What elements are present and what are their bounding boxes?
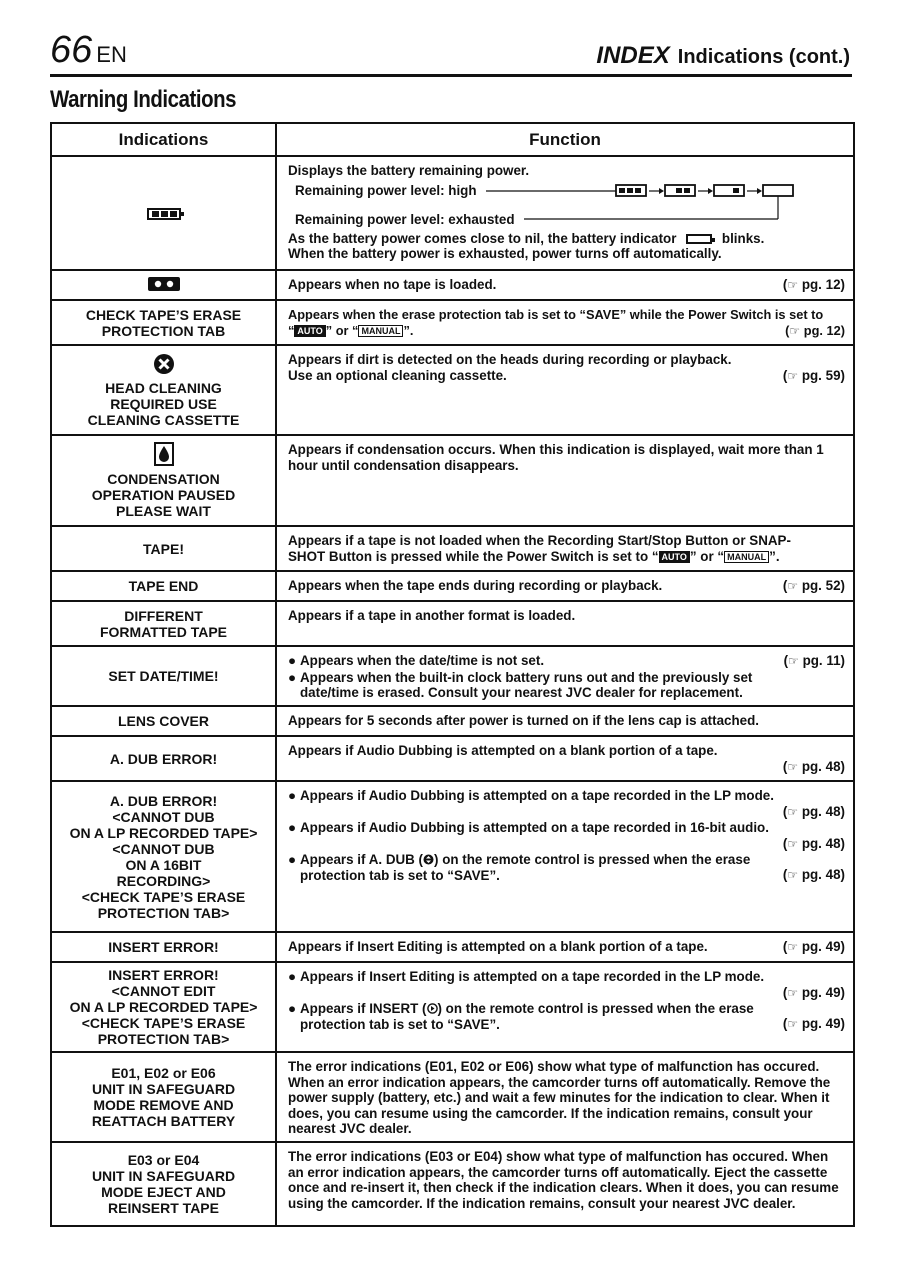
col-indications: Indications: [51, 123, 276, 156]
table-row: DIFFERENT FORMATTED TAPE Appears if a tape in another format is loaded.: [51, 601, 854, 646]
adub-button-icon: [423, 854, 434, 865]
battery-empty-icon: [686, 234, 712, 244]
table-row: INSERT ERROR! <CANNOT EDIT ON A LP RECORDED TAPE> <CHECK TAPE’S ERASE PROTECTION TAB> ● Appears if Insert Editing is attempted on a tape recorded in the LP mode. (☞ pg. 49) ● (☞ pg. 49) Appears if INSERT ( ) on the remote control is pressed when the erase protection tab is set to “SAVE”.: [51, 962, 854, 1052]
header-title: INDEX Indications (cont.): [596, 42, 850, 69]
table-row: LENS COVER Appears for 5 seconds after power is turned on if the lens cap is attached.: [51, 706, 854, 736]
table-row: E03 or E04 UNIT IN SAFEGUARD MODE EJECT AND REINSERT TAPE The error indications (E03 or E04) show what type of malfunction has occured. When an error indication appears, the camcorder turns off automatically. Eject the cassette once and re-insert it, then check if the indication clears. When it does, you can resume using the camcorder. If the indication remains, consult your nearest JVC dealer.: [51, 1142, 854, 1226]
table-row: A. DUB ERROR! <CANNOT DUB ON A LP RECORDED TAPE> <CANNOT DUB ON A 16BIT RECORDING> <CHECK TAPE’S ERASE PROTECTION TAB> ● Appears if Audio Dubbing is attempted on a tape recorded in the LP mode. (☞ pg. 48) ● Appears if Audio Dubbing is attempted on a tape recorded in 16-bit audio. (☞ pg. 48) ● (☞ pg. 48) Appears if A. DUB ( ) on the remote control is pressed when the erase protection tab is set to “SAVE”.: [51, 781, 854, 932]
water-drop-icon: [154, 442, 174, 466]
table-row: TAPE! Appears if a tape is not loaded when the Recording Start/Stop Button or SNAP- SHOT Button is pressed while the Power Switch is set to “ AUTO ” or “ MANUAL ”.: [51, 526, 854, 571]
table-row: (☞ pg. 12) Appears when no tape is loaded.: [51, 270, 854, 300]
table-row: Displays the battery remaining power. Remaining power level: high Remaining power level: exhausted As the battery power comes close to nil, the battery indicator blinks. When the battery power is exhausted, power turns off automatically.: [51, 156, 854, 270]
table-row: CONDENSATION OPERATION PAUSED PLEASE WAIT Appears if condensation occurs. When this indication is displayed, wait more than 1 hour until condensation disappears.: [51, 435, 854, 526]
header-rule: [50, 74, 852, 77]
battery-level-diagram: [484, 179, 864, 231]
col-function: Function: [276, 123, 854, 156]
table-row: E01, E02 or E06 UNIT IN SAFEGUARD MODE REMOVE AND REATTACH BATTERY The error indications (E01, E02 or E06) show what type of malfunction has occured. When an error indication appears, the camcorder turns off automatically. Remove the power supply (battery, etc.) and wait a few minutes for the indication to clear. When it does, you can resume using the camcorder. If the indication remains, consult your nearest JVC dealer.: [51, 1052, 854, 1142]
cassette-icon: [147, 276, 181, 292]
section-title: Warning Indications: [50, 86, 237, 113]
warning-table: [50, 122, 855, 1227]
table-row: INSERT ERROR! (☞ pg. 49) Appears if Insert Editing is attempted on a blank portion of a tape.: [51, 932, 854, 962]
auto-mode-icon: AUTO: [659, 551, 690, 563]
page-header: [50, 30, 852, 74]
manual-mode-icon: MANUAL: [358, 325, 403, 337]
insert-button-icon: [427, 1003, 438, 1014]
table-row: CHECK TAPE’S ERASE PROTECTION TAB Appears when the erase protection tab is set to “SAVE” while the Power Switch is set to (☞ pg. 12) “ AUTO ” or “ MANUAL ”.: [51, 300, 854, 345]
error-x-icon: [153, 353, 175, 375]
page-number: 66 EN: [50, 29, 127, 71]
table-row: HEAD CLEANING REQUIRED USE CLEANING CASSETTE Appears if dirt is detected on the heads during recording or playback. (☞ pg. 59) Use an optional cleaning cassette.: [51, 345, 854, 435]
battery-icon: [147, 208, 181, 220]
table-row: SET DATE/TIME! ● (☞ pg. 11) Appears when the date/time is not set. ● Appears when the built-in clock battery runs out and the previously set date/time is erased. Consult your nearest JVC dealer for replacement.: [51, 646, 854, 706]
auto-mode-icon: AUTO: [294, 325, 325, 337]
table-row: A. DUB ERROR! Appears if Audio Dubbing is attempted on a blank portion of a tape. (☞ pg. 48): [51, 736, 854, 781]
table-row: TAPE END (☞ pg. 52) Appears when the tape ends during recording or playback.: [51, 571, 854, 601]
manual-mode-icon: MANUAL: [724, 551, 769, 563]
